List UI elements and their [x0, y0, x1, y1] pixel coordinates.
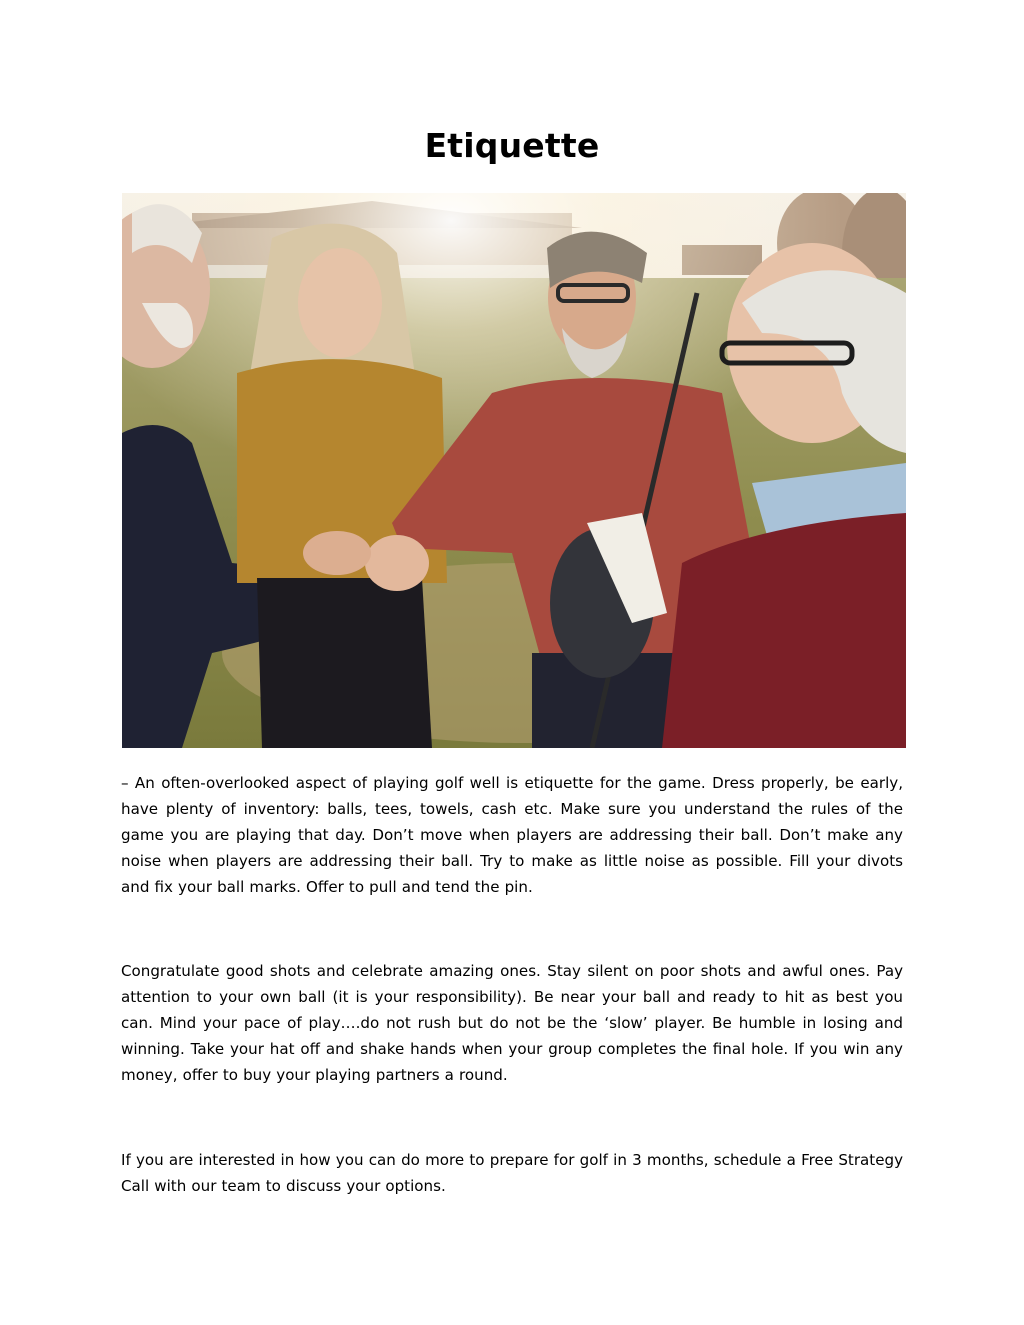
golfers-illustration [122, 193, 906, 748]
page-title: Etiquette [424, 126, 600, 165]
golfers-photo [122, 193, 906, 748]
etiquette-paragraph-1: – An often-overlooked aspect of playing golf well is etiquette for the game. Dress properly, be early, have plenty of inventory: balls, tees, towels, cash etc. Make sure you understand the rules of the game you are playing that day. Don’t move when players are addressing their ball. Don’t make any noise when players are addressing their ball. Try to make as little noise as possible. Fill your divots and fix your ball marks. Offer to pull and tend the pin. [121, 774, 903, 896]
etiquette-paragraph-2: Congratulate good shots and celebrate amazing ones. Stay silent on poor shots and awful ones. Pay attention to your own ball (it is your responsibility). Be near your ball and ready to hit as best you can. Mind your pace of play….do not rush but do not be the ‘slow’ player. Be humble in losing and winning. Take your hat off and shake hands when your group completes the final hole. If you win any money, offer to buy your playing partners a round. [121, 962, 903, 1084]
strategy-call-paragraph: If you are interested in how you can do more to prepare for golf in 3 months, schedule a Free Strategy Call with our team to discuss your options. [121, 1151, 903, 1195]
